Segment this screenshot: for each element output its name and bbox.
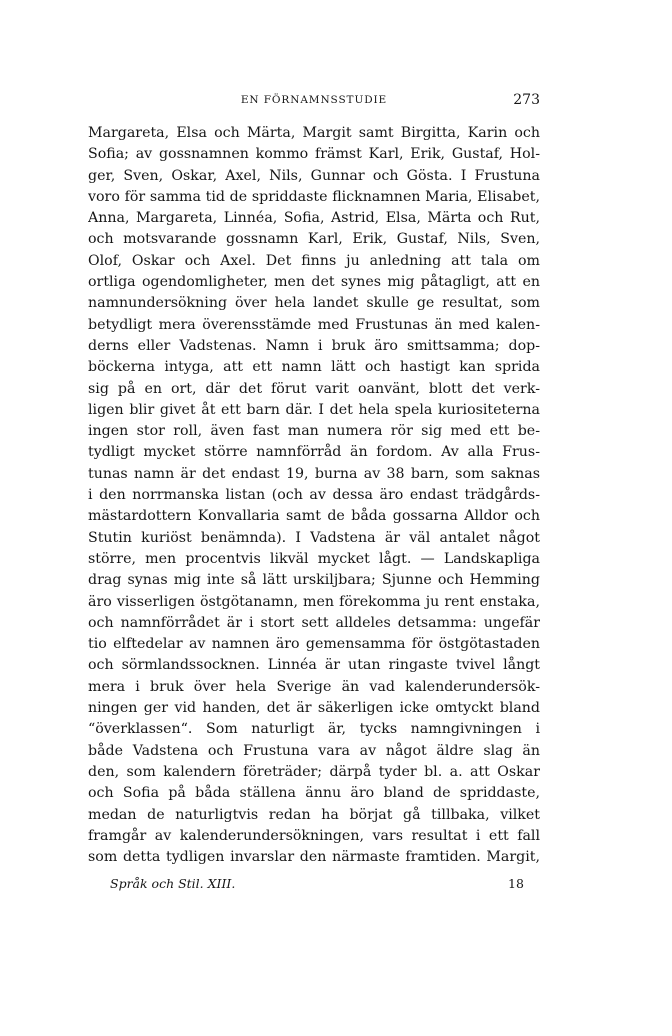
text-line: ortliga ogendomligheter, men det synes mig påtagligt, att en [88,274,540,291]
text-line: och namnförrådet är i stort sett alldeles detsamma: ungefär [88,614,540,631]
text-line: drag synas mig inte så lätt urskiljbara; Sjunne och Hemming [88,572,540,589]
text-line: böckerna intyga, att ett namn lätt och hastigt kan sprida [88,359,540,376]
journal-title: Språk och Stil. XIII. [110,876,236,891]
text-line: Sofia; av gossnamnen kommo främst Karl, Erik, Gustaf, Hol- [88,146,540,163]
text-line: och sörmlandssocknen. Linnéa är utan ringaste tvivel långt [88,657,540,674]
running-title: EN FÖRNAMNSSTUDIE [240,94,388,106]
text-line: “överklassen“. Som naturligt är, tycks namngivningen i [88,721,540,738]
page-footer [88,876,540,896]
text-line: sig på en ort, där det förut varit oanvänt, blott det verk- [88,380,540,397]
text-line: voro för samma tid de spriddaste flicknamnen Maria, Elisabet, [88,188,540,205]
text-line: äro visserligen östgötanamn, men förekomma ju rent enstaka, [88,593,540,610]
text-line: Olof, Oskar och Axel. Det finns ju anledning att tala om [88,252,540,269]
text-line: både Vadstena och Frustuna vara av något äldre slag än [88,742,540,759]
text-line: betydligt mera överensstämde med Frustunas än med kalen- [88,316,540,333]
text-line: Margareta, Elsa och Märta, Margit samt Birgitta, Karin och [88,125,540,141]
text-line: namnundersökning över hela landet skulle ge resultat, som [88,295,540,312]
text-line: framgår av kalenderundersökningen, vars resultat i ett fall [88,827,540,844]
text-line: tydligt mycket större namnförråd än fordom. Av alla Frus- [88,444,540,461]
signature-mark: 18 [508,876,524,891]
text-line: mera i bruk över hela Sverige än vad kalenderundersök- [88,678,540,695]
text-line: tunas namn är det endast 19, burna av 38 barn, som saknas [88,465,540,482]
text-line: ningen ger vid handen, det är säkerligen icke omtyckt bland [88,700,540,717]
text-line: derns eller Vadstenas. Namn i bruk äro smittsamma; dop- [88,337,540,354]
text-line: Anna, Margareta, Linnéa, Sofia, Astrid, Elsa, Märta och Rut, [88,210,540,227]
page-number: 273 [513,92,540,108]
running-head [88,92,540,112]
text-line: mästardottern Konvallaria samt de båda gossarna Alldor och [88,508,540,525]
text-line: och Sofia på båda ställena ännu äro bland de spriddaste, [88,785,540,802]
text-line: ligen blir givet åt ett barn där. I det hela spela kuriositeterna [88,401,540,418]
text-line: ger, Sven, Oskar, Axel, Nils, Gunnar och Gösta. I Frustuna [88,167,540,184]
text-line: tio elftedelar av namnen äro gemensamma för östgötastaden [88,636,540,653]
text-line: och motsvarande gossnamn Karl, Erik, Gustaf, Nils, Sven, [88,231,540,248]
text-line: den, som kalendern företräder; därpå tyder bl. a. att Oskar [88,763,540,780]
text-line: i den norrmanska listan (och av dessa äro endast trädgårds- [88,487,540,504]
text-line: medan de naturligtvis redan ha börjat gå tillbaka, vilket [88,806,540,823]
text-line: ingen stor roll, även fast man numera rör sig med ett be- [88,423,540,440]
body-text [88,123,540,868]
text-line: Stutin kuriöst benämnda). I Vadstena är väl antalet något [88,529,540,546]
text-line: som detta tydligen invarslar den närmaste framtiden. Margit, [88,849,540,866]
text-line: större, men procentvis likväl mycket lågt. — Landskapliga [88,550,540,567]
